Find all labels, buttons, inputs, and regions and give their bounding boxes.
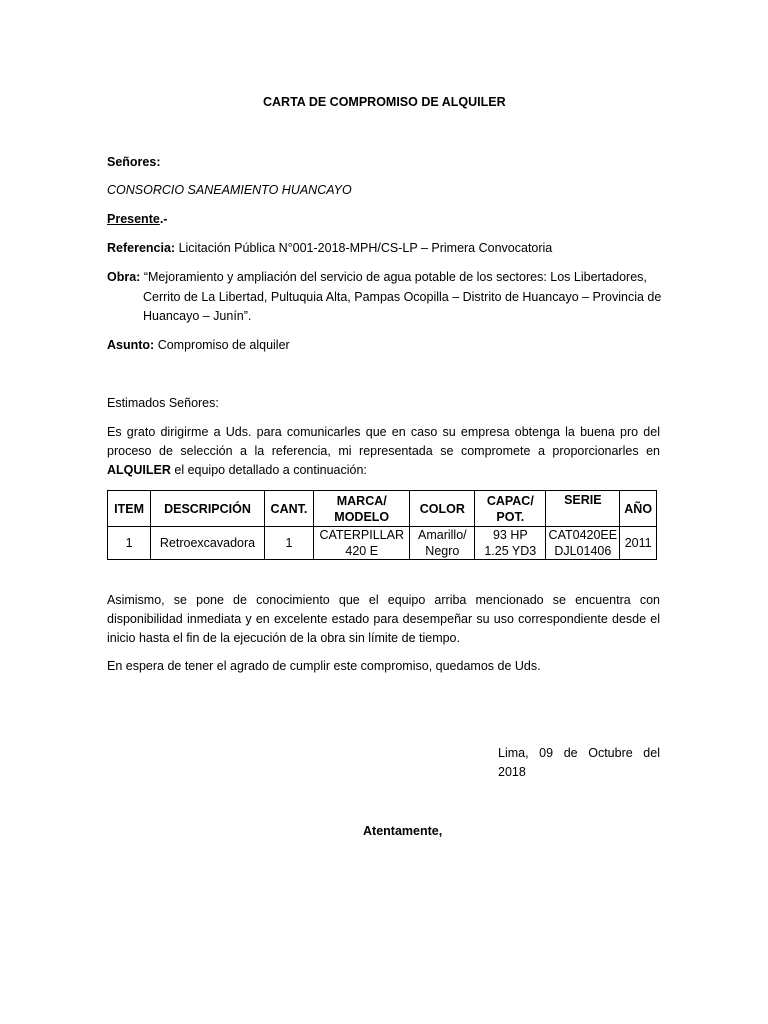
header-marca-l1: MARCA/ [336,493,387,508]
header-color: COLOR [410,491,475,527]
cell-marca-l1: CATERPILLAR [319,528,404,542]
cell-marca [314,527,410,560]
cell-capac-l2: 1.25 YD3 [484,544,537,558]
cell-marca-l2: 420 E [345,544,379,558]
asimismo-paragraph [107,591,660,648]
header-capac-l1: CAPAC/ [486,493,534,508]
cell-color [410,527,475,560]
header-marca-l2: MODELO [334,509,390,524]
asimismo-line-1: Asimismo, se pone de conocimiento que el equipo arriba mencionado se encuentra con [107,593,660,607]
intro-line-3-rest: el equipo detallado a continuación: [170,463,367,477]
cell-color-l1: Amarillo/ [418,528,467,542]
date-line-2: 2018 [498,765,526,779]
cell-serie-l2: DJL01406 [554,544,612,558]
presente-label: Presente [107,212,160,226]
salutation: Señores: [107,155,161,169]
obra-line-3: Huancayo – Junín”. [143,309,252,323]
header-serie: SERIE [546,491,620,527]
header-anio: AÑO [620,491,657,527]
asunto-line [107,336,290,355]
presente-line [107,210,167,229]
page-title: CARTA DE COMPROMISO DE ALQUILER [263,95,506,109]
header-item: ITEM [108,491,151,527]
intro-line-1: Es grato dirigirme a Uds. para comunicarles que en caso su empresa obtenga la buena pro del [107,425,660,439]
header-capac [475,491,546,527]
asimismo-line-3: inicio hasta el fin de la ejecución de la obra sin límite de tiempo. [107,631,460,645]
date-line-1: Lima, 09 de Octubre del [498,746,660,760]
cell-color-l2: Negro [425,544,460,558]
cell-serie [546,527,620,560]
intro-line-3 [107,461,660,480]
asunto-text: Compromiso de alquiler [154,338,290,352]
cell-cant: 1 [264,527,313,560]
intro-paragraph [107,423,660,480]
table-row [108,527,657,560]
obra-text-1: “Mejoramiento y ampliación del servicio de agua potable de los sectores: Los Libertadores, [140,270,647,284]
cell-serie-l1: CAT0420EE [548,528,618,542]
header-capac-l2: POT. [496,509,525,524]
cell-item: 1 [108,527,151,560]
asimismo-line-2: disponibilidad inmediata y en excelente estado para desempeñar su uso correspondiente desde el [107,612,660,626]
equipment-table [107,490,657,560]
cell-capac [475,527,546,560]
obra-line-2: Cerrito de La Libertad, Pultuquia Alta, Pampas Ocopilla – Distrito de Huancayo – Provincia de [143,290,662,304]
closing-line: En espera de tener el agrado de cumplir este compromiso, quedamos de Uds. [107,659,541,673]
cell-anio: 2011 [620,527,657,560]
obra-line-1 [107,268,647,287]
obra-label: Obra: [107,270,141,284]
intro-line-2: proceso de selección a la referencia, mi representada se compromete a proporcionarles en [107,444,660,458]
greeting: Estimados Señores: [107,396,219,410]
table-header-row [108,491,657,527]
cell-descripcion: Retroexcavadora [151,527,265,560]
header-marca [314,491,410,527]
asunto-label: Asunto: [107,338,155,352]
date-block [498,744,660,782]
referencia-label: Referencia: [107,241,176,255]
presente-suffix: .- [159,212,168,226]
header-cant: CANT. [264,491,313,527]
cell-capac-l1: 93 HP [492,528,528,542]
signoff: Atentamente, [363,824,443,838]
recipient-name: CONSORCIO SANEAMIENTO HUANCAYO [107,183,352,197]
intro-alquiler: ALQUILER [107,463,171,477]
referencia-text: Licitación Pública N°001-2018-MPH/CS-LP – Primera Convocatoria [175,241,553,255]
referencia-line [107,239,552,258]
header-descripcion: DESCRIPCIÓN [151,491,265,527]
